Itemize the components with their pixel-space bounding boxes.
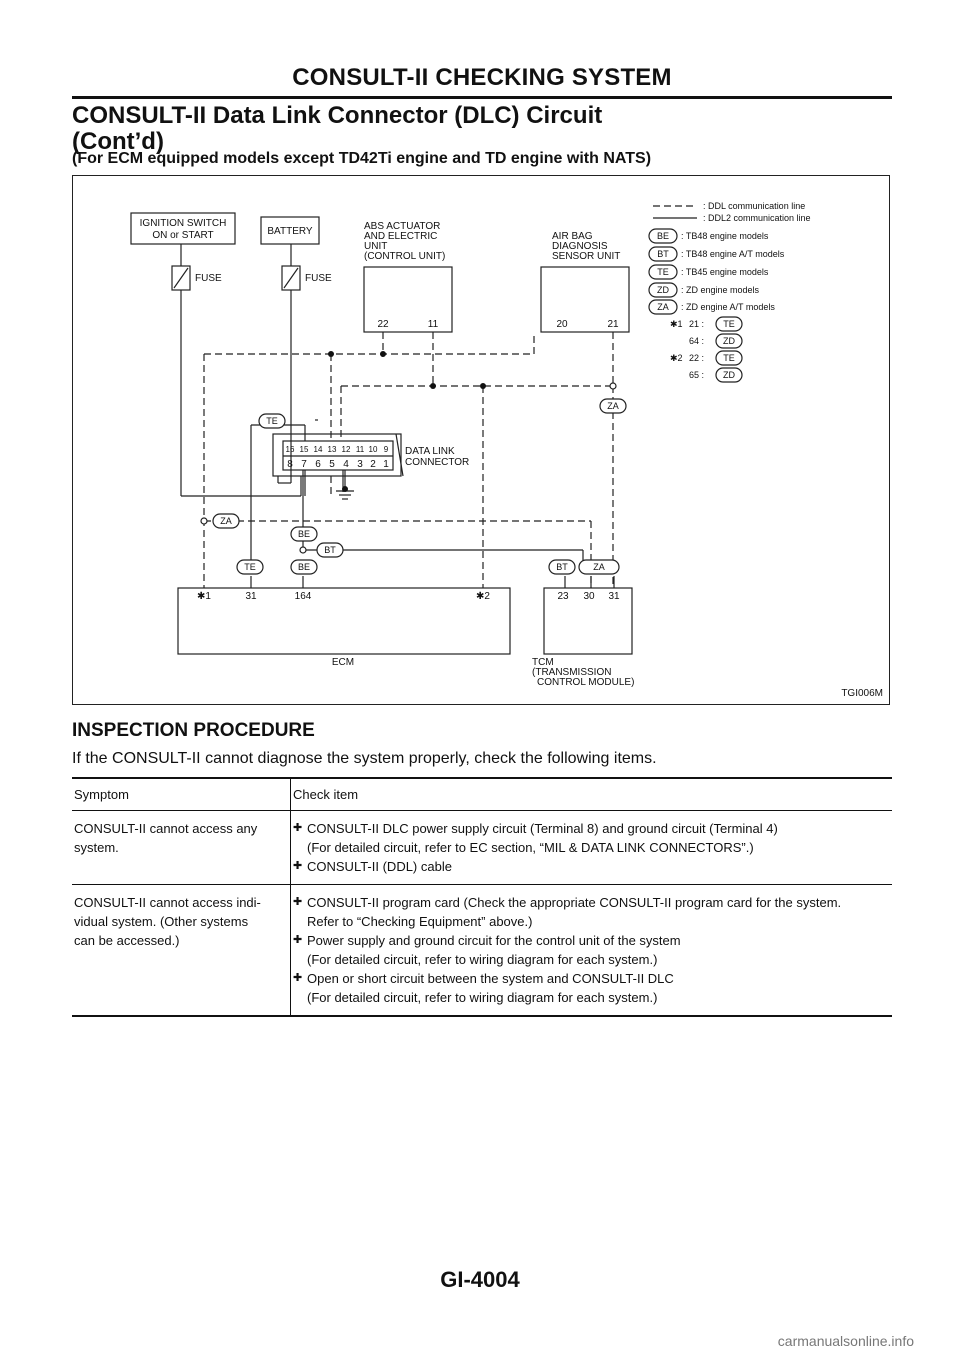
pin-abs-22: 22 (377, 319, 389, 330)
dlc-pin: 4 (343, 459, 349, 470)
legend-code: BE (656, 231, 670, 241)
abs-label-3: UNIT (364, 241, 388, 252)
legend-ddl2: : DDL2 communication line (703, 213, 811, 223)
airbag-label-2: DIAGNOSIS (552, 241, 608, 252)
tag-te: TE (244, 562, 256, 572)
check-item-note: (For detailed circuit, refer to wiring diagram for each system.) (307, 952, 658, 967)
legend-code: ZD (657, 285, 669, 295)
legend-star1-a: 21 : (689, 319, 705, 329)
table-row (72, 885, 892, 1017)
section-title: CONSULT-II CHECKING SYSTEM (72, 64, 892, 99)
battery-label: BATTERY (267, 226, 313, 237)
dlc-label-2: CONNECTOR (405, 457, 470, 468)
page-title-line2: (Cont’d) (72, 128, 164, 155)
tag-za: ZA (593, 562, 605, 572)
dlc-pin: 7 (301, 459, 307, 470)
ignition-label-2: ON or START (152, 230, 214, 241)
pin-abs-11: 11 (427, 319, 439, 330)
tag-bt: BT (556, 562, 568, 572)
legend-star2: ✱2 (670, 353, 683, 363)
table-row (72, 811, 892, 885)
check-item: ✚ CONSULT-II program card (Check the appropriate CONSULT-II program card for the system. (293, 893, 886, 912)
legend-star2-a: 22 : (689, 353, 705, 363)
legend-star2-a-code: TE (723, 353, 735, 363)
legend-star1-a-code: TE (723, 319, 735, 329)
dlc-pin: 1 (383, 459, 389, 470)
figure-title: (For ECM equipped models except TD42Ti engine and TD engine with NATS) (72, 150, 652, 167)
symptom-cell: CONSULT-II cannot access any system. (72, 811, 291, 885)
dlc-pin: 8 (287, 459, 293, 470)
legend-star2-b-code: ZD (723, 370, 735, 380)
tag-te: TE (266, 416, 278, 426)
check-item: ✚ Open or short circuit between the system and CONSULT-II DLC (293, 969, 886, 988)
inspection-title: INSPECTION PROCEDURE (72, 720, 315, 741)
check-item-note: (For detailed circuit, refer to wiring diagram for each system.) (307, 990, 658, 1005)
dlc-pin: 9 (383, 445, 389, 454)
airbag-label-3: SENSOR UNIT (552, 251, 621, 262)
wiring-diagram (72, 175, 890, 705)
dlc-pin: 13 (327, 445, 337, 454)
check-item-cell (291, 885, 893, 1017)
abs-label-2: AND ELECTRIC (364, 231, 438, 242)
tcm-label-1: TCM (532, 657, 554, 668)
watermark: carmanualsonline.info (777, 1333, 914, 1349)
dlc-pin: 12 (341, 445, 351, 454)
dlc-label-1: DATA LINK (405, 446, 455, 457)
legend-text: : TB45 engine models (681, 267, 769, 277)
check-item: ✚ Power supply and ground circuit for the control unit of the system (293, 931, 886, 950)
dlc-pin: 2 (370, 459, 376, 470)
tag-be: BE (297, 562, 311, 572)
pin-ecm-star2: ✱2 (476, 591, 490, 602)
legend-text: : ZD engine A/T models (681, 302, 775, 312)
table-header-row (72, 778, 892, 811)
legend-code: ZA (657, 302, 669, 312)
dlc-pin: 16 (285, 445, 295, 454)
legend-star2-b: 65 : (689, 370, 705, 380)
check-item-cell (291, 811, 893, 885)
fuse-label-2: FUSE (305, 273, 332, 284)
pin-ecm-164: 164 (294, 591, 312, 602)
check-item: ✚ CONSULT-II (DDL) cable (293, 857, 886, 876)
dlc-pin: 14 (313, 445, 323, 454)
page-title (72, 103, 892, 155)
dlc-pin: 10 (368, 445, 378, 454)
pin-tcm-31: 31 (608, 591, 620, 602)
fuse-label-1: FUSE (195, 273, 222, 284)
legend-ddl: : DDL communication line (703, 201, 806, 211)
tag-be: BE (297, 529, 311, 539)
legend-star1: ✱1 (670, 319, 683, 329)
ecm-label: ECM (331, 657, 355, 668)
header-symptom: Symptom (72, 778, 291, 811)
page-number: GI-4004 (440, 1267, 520, 1292)
pin-airbag-20: 20 (556, 319, 568, 330)
dlc-pin: 3 (357, 459, 363, 470)
check-item: ✚ CONSULT-II DLC power supply circuit (Terminal 8) and ground circuit (Terminal 4) (293, 819, 886, 838)
pin-ecm-star1: ✱1 (197, 591, 211, 602)
check-item-note: (For detailed circuit, refer to EC section, “MIL & DATA LINK CONNECTORS”.) (307, 840, 754, 855)
legend-text: : ZD engine models (681, 285, 760, 295)
legend-code: BT (657, 249, 669, 259)
legend-star1-b: 64 : (689, 336, 705, 346)
ecm-box (178, 588, 510, 654)
page-header (72, 64, 892, 155)
legend-text: : TB48 engine models (681, 231, 769, 241)
pin-tcm-30: 30 (583, 591, 595, 602)
page-title-line1: CONSULT-II Data Link Connector (DLC) Circuit (72, 102, 603, 129)
legend-code: TE (657, 267, 669, 277)
tag-bt: BT (324, 545, 336, 555)
check-item-note: Refer to “Checking Equipment” above.) (307, 914, 533, 929)
dlc-pin: 5 (329, 459, 335, 470)
figure-id: TGI006M (841, 688, 883, 699)
abs-label-1: ABS ACTUATOR (364, 221, 441, 232)
dlc-pin: 15 (299, 445, 309, 454)
dlc-pin: 6 (315, 459, 321, 470)
dlc-pin: 11 (355, 445, 365, 454)
pin-ecm-31: 31 (245, 591, 257, 602)
inspection-table (72, 777, 892, 1017)
symptom-cell: CONSULT-II cannot access indi- vidual system. (Other systems can be accessed.) (72, 885, 291, 1017)
abs-label-4: (CONTROL UNIT) (364, 251, 446, 262)
ignition-label-1: IGNITION SWITCH (139, 218, 227, 229)
tag-za: ZA (220, 516, 232, 526)
inspection-intro: If the CONSULT-II cannot diagnose the system properly, check the following items. (72, 750, 657, 767)
pin-airbag-21: 21 (607, 319, 619, 330)
tcm-label-2: (TRANSMISSION (532, 667, 612, 678)
airbag-label-1: AIR BAG (552, 231, 593, 242)
tag-za: ZA (607, 401, 619, 411)
legend-star1-b-code: ZD (723, 336, 735, 346)
tcm-label-3: CONTROL MODULE) (537, 677, 635, 688)
legend-text: : TB48 engine A/T models (681, 249, 785, 259)
header-check-item: Check item (291, 778, 893, 811)
wiring-diagram-svg (73, 176, 889, 704)
pin-tcm-23: 23 (557, 591, 569, 602)
